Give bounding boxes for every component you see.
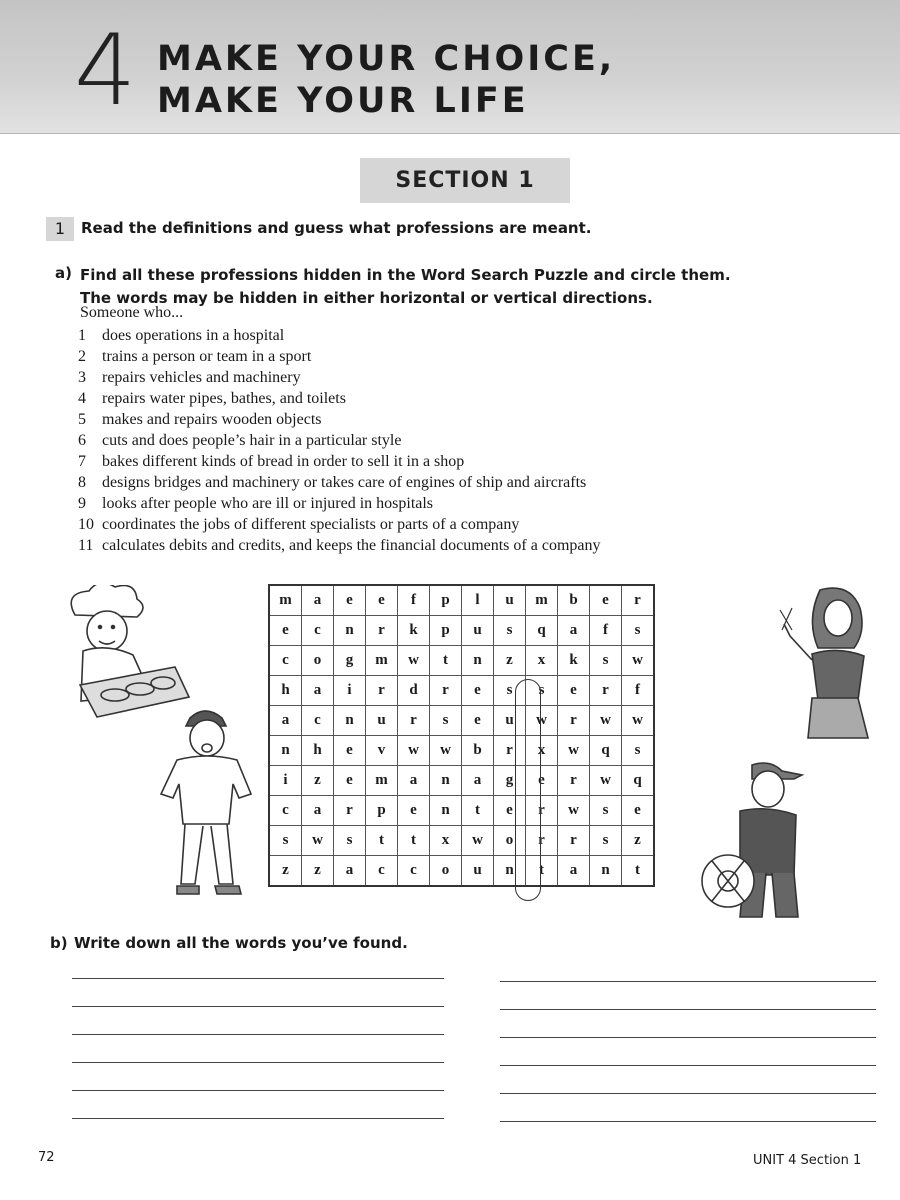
definition-number: 2 (78, 348, 86, 365)
grid-cell[interactable]: a (302, 676, 334, 706)
definition-item (78, 388, 600, 409)
grid-cell[interactable]: w (398, 736, 430, 766)
part-a-label: a) (55, 264, 72, 282)
grid-cell[interactable]: k (398, 616, 430, 646)
grid-cell[interactable]: z (622, 826, 655, 856)
grid-cell[interactable]: z (302, 856, 334, 887)
grid-cell[interactable]: t (366, 826, 398, 856)
grid-cell[interactable]: e (494, 796, 526, 826)
definition-number: 5 (78, 411, 86, 428)
grid-cell[interactable]: a (302, 585, 334, 616)
grid-cell[interactable]: s (622, 736, 655, 766)
grid-cell[interactable]: w (590, 766, 622, 796)
grid-cell[interactable]: i (334, 676, 366, 706)
grid-cell[interactable]: c (398, 856, 430, 887)
writing-line[interactable] (72, 1034, 444, 1035)
grid-cell[interactable]: w (526, 706, 558, 736)
grid-cell[interactable]: e (590, 585, 622, 616)
grid-cell[interactable]: l (462, 585, 494, 616)
definition-text: repairs vehicles and machinery (102, 369, 301, 386)
definition-number: 3 (78, 369, 86, 386)
grid-cell[interactable]: s (590, 826, 622, 856)
grid-row (269, 736, 654, 766)
grid-cell[interactable]: f (622, 676, 655, 706)
grid-cell[interactable]: m (366, 646, 398, 676)
grid-cell[interactable]: s (526, 676, 558, 706)
grid-cell[interactable]: m (526, 585, 558, 616)
grid-row (269, 826, 654, 856)
grid-cell[interactable]: m (366, 766, 398, 796)
definition-text: trains a person or team in a sport (102, 348, 312, 365)
writing-line[interactable] (72, 1062, 444, 1063)
coach-illustration (155, 700, 255, 900)
grid-row (269, 856, 654, 887)
grid-cell[interactable]: e (462, 706, 494, 736)
unit-title-line-1: MAKE YOUR CHOICE, (157, 39, 616, 79)
grid-cell[interactable]: a (269, 706, 302, 736)
writing-line[interactable] (72, 1118, 444, 1119)
grid-cell[interactable]: r (526, 796, 558, 826)
grid-cell[interactable]: n (430, 796, 462, 826)
grid-cell[interactable]: c (302, 616, 334, 646)
grid-cell[interactable]: r (430, 676, 462, 706)
grid-cell[interactable]: c (302, 706, 334, 736)
definition-text: calculates debits and credits, and keeps the financial documents of a company (102, 537, 601, 554)
grid-cell[interactable]: o (430, 856, 462, 887)
definition-text: coordinates the jobs of different specialists or parts of a company (102, 516, 520, 533)
grid-cell[interactable]: r (494, 736, 526, 766)
definition-number: 7 (78, 453, 86, 470)
part-a-line-1: Find all these professions hidden in the Word Search Puzzle and circle them. (80, 266, 731, 284)
unit-header (0, 0, 900, 134)
page-number: 72 (38, 1150, 55, 1165)
definition-item (78, 409, 600, 430)
grid-cell[interactable]: a (558, 856, 590, 887)
grid-cell[interactable]: f (398, 585, 430, 616)
grid-cell[interactable]: w (622, 706, 655, 736)
definition-item (78, 367, 600, 388)
grid-cell[interactable]: t (462, 796, 494, 826)
someone-who-label: Someone who... (80, 304, 184, 321)
grid-cell[interactable]: q (622, 766, 655, 796)
grid-cell[interactable]: e (366, 585, 398, 616)
definition-number: 1 (78, 327, 86, 344)
grid-cell[interactable]: u (462, 856, 494, 887)
definition-item (78, 514, 600, 535)
grid-cell[interactable]: n (590, 856, 622, 887)
grid-cell[interactable]: w (430, 736, 462, 766)
writing-line[interactable] (500, 1009, 876, 1010)
grid-cell[interactable]: r (334, 796, 366, 826)
writing-line[interactable] (500, 1065, 876, 1066)
grid-cell[interactable]: g (494, 766, 526, 796)
grid-row (269, 796, 654, 826)
definition-text: bakes different kinds of bread in order to sell it in a shop (102, 453, 465, 470)
grid-cell[interactable]: i (269, 766, 302, 796)
grid-cell[interactable]: s (430, 706, 462, 736)
hairdresser-illustration (772, 580, 892, 740)
definition-item (78, 430, 600, 451)
word-search-grid (268, 584, 655, 887)
grid-cell[interactable]: a (558, 616, 590, 646)
grid-cell[interactable]: n (334, 706, 366, 736)
grid-cell[interactable]: a (462, 766, 494, 796)
footer-unit-reference: UNIT 4 Section 1 (753, 1153, 862, 1168)
definition-item (78, 325, 600, 346)
grid-cell[interactable]: r (558, 826, 590, 856)
definition-number: 4 (78, 390, 86, 407)
definition-item (78, 451, 600, 472)
grid-cell[interactable]: e (462, 676, 494, 706)
definition-number: 11 (78, 537, 94, 554)
writing-line[interactable] (72, 1006, 444, 1007)
grid-row (269, 616, 654, 646)
grid-cell[interactable]: s (334, 826, 366, 856)
grid-cell[interactable]: w (558, 796, 590, 826)
grid-cell[interactable]: s (494, 676, 526, 706)
grid-cell[interactable]: r (558, 706, 590, 736)
grid-cell[interactable]: s (269, 826, 302, 856)
grid-cell[interactable]: w (590, 706, 622, 736)
grid-cell[interactable]: e (334, 766, 366, 796)
grid-cell[interactable]: o (494, 826, 526, 856)
grid-cell[interactable]: e (526, 766, 558, 796)
grid-row (269, 766, 654, 796)
grid-cell[interactable]: k (558, 646, 590, 676)
grid-cell[interactable]: r (366, 676, 398, 706)
part-b-instruction: Write down all the words you’ve found. (74, 934, 408, 952)
grid-cell[interactable]: v (366, 736, 398, 766)
writing-line[interactable] (500, 1037, 876, 1038)
grid-cell[interactable]: e (558, 676, 590, 706)
grid-cell[interactable]: b (462, 736, 494, 766)
grid-cell[interactable]: s (590, 796, 622, 826)
grid-cell[interactable]: w (558, 736, 590, 766)
grid-cell[interactable]: r (398, 706, 430, 736)
grid-cell[interactable]: h (302, 736, 334, 766)
definition-number: 10 (78, 516, 94, 533)
grid-cell[interactable]: a (334, 856, 366, 887)
grid-cell[interactable]: r (366, 616, 398, 646)
grid-cell[interactable]: w (462, 826, 494, 856)
definitions-list (78, 325, 600, 556)
grid-cell[interactable]: h (269, 676, 302, 706)
definition-number: 8 (78, 474, 86, 491)
grid-cell[interactable]: n (462, 646, 494, 676)
grid-cell[interactable]: a (302, 796, 334, 826)
grid-cell[interactable]: o (302, 646, 334, 676)
grid-cell[interactable]: w (622, 646, 655, 676)
grid-cell[interactable]: d (398, 676, 430, 706)
writing-line[interactable] (72, 1090, 444, 1091)
grid-row (269, 585, 654, 616)
definition-item (78, 535, 600, 556)
grid-cell[interactable]: n (430, 766, 462, 796)
grid-cell[interactable]: t (622, 856, 655, 887)
task-instruction: Read the definitions and guess what professions are meant. (81, 219, 592, 237)
grid-cell[interactable]: e (334, 736, 366, 766)
grid-cell[interactable]: c (366, 856, 398, 887)
part-a-line-2: The words may be hidden in either horizontal or vertical directions. (80, 289, 653, 307)
grid-row (269, 646, 654, 676)
definition-number: 9 (78, 495, 86, 512)
grid-cell[interactable]: s (622, 616, 655, 646)
writing-line[interactable] (72, 978, 444, 979)
grid-cell[interactable]: z (494, 646, 526, 676)
grid-row (269, 706, 654, 736)
section-heading: SECTION 1 (360, 158, 570, 203)
grid-cell[interactable]: a (398, 766, 430, 796)
unit-title-line-2: MAKE YOUR LIFE (157, 81, 529, 121)
grid-cell[interactable]: u (462, 616, 494, 646)
grid-cell[interactable]: s (494, 616, 526, 646)
grid-cell[interactable]: e (398, 796, 430, 826)
definition-item (78, 472, 600, 493)
definition-number: 6 (78, 432, 86, 449)
grid-cell[interactable]: q (590, 736, 622, 766)
writing-line[interactable] (500, 981, 876, 982)
grid-cell[interactable]: t (526, 856, 558, 887)
grid-cell[interactable]: e (269, 616, 302, 646)
grid-cell[interactable]: x (526, 646, 558, 676)
writing-line[interactable] (500, 1093, 876, 1094)
grid-cell[interactable]: r (590, 676, 622, 706)
grid-cell[interactable]: p (430, 616, 462, 646)
unit-number: 4 (74, 14, 137, 128)
mechanic-illustration (700, 755, 810, 925)
grid-cell[interactable]: x (430, 826, 462, 856)
grid-cell[interactable]: r (622, 585, 655, 616)
grid-cell[interactable]: u (366, 706, 398, 736)
grid-cell[interactable]: p (366, 796, 398, 826)
grid-row (269, 676, 654, 706)
grid-cell[interactable]: c (269, 646, 302, 676)
grid-cell[interactable]: s (590, 646, 622, 676)
definition-item (78, 346, 600, 367)
grid-cell[interactable]: t (398, 826, 430, 856)
grid-cell[interactable]: e (622, 796, 655, 826)
grid-cell[interactable]: p (430, 585, 462, 616)
grid-cell[interactable]: n (494, 856, 526, 887)
grid-cell[interactable]: e (334, 585, 366, 616)
grid-cell[interactable]: g (334, 646, 366, 676)
grid-cell[interactable]: q (526, 616, 558, 646)
definition-text: designs bridges and machinery or takes care of engines of ship and aircrafts (102, 474, 587, 491)
grid-cell[interactable]: c (269, 796, 302, 826)
grid-cell[interactable]: z (269, 856, 302, 887)
task-number: 1 (46, 217, 74, 241)
grid-cell[interactable]: b (558, 585, 590, 616)
writing-line[interactable] (500, 1121, 876, 1122)
grid-cell[interactable]: x (526, 736, 558, 766)
definition-text: makes and repairs wooden objects (102, 411, 322, 428)
definition-item (78, 493, 600, 514)
unit-title (157, 38, 615, 122)
grid-cell[interactable]: r (558, 766, 590, 796)
grid-cell[interactable]: w (398, 646, 430, 676)
grid-cell[interactable]: u (494, 706, 526, 736)
grid-cell[interactable]: t (430, 646, 462, 676)
grid-cell[interactable]: f (590, 616, 622, 646)
definition-text: looks after people who are ill or injured in hospitals (102, 495, 434, 512)
grid-cell[interactable]: m (269, 585, 302, 616)
grid-cell[interactable]: w (302, 826, 334, 856)
grid-cell[interactable]: z (302, 766, 334, 796)
definition-text: cuts and does people’s hair in a particular style (102, 432, 402, 449)
definition-text: does operations in a hospital (102, 327, 285, 344)
grid-cell[interactable]: n (334, 616, 366, 646)
grid-cell[interactable]: r (526, 826, 558, 856)
grid-cell[interactable]: u (494, 585, 526, 616)
grid-cell[interactable]: n (269, 736, 302, 766)
definition-text: repairs water pipes, bathes, and toilets (102, 390, 346, 407)
part-b-label: b) (50, 934, 68, 952)
